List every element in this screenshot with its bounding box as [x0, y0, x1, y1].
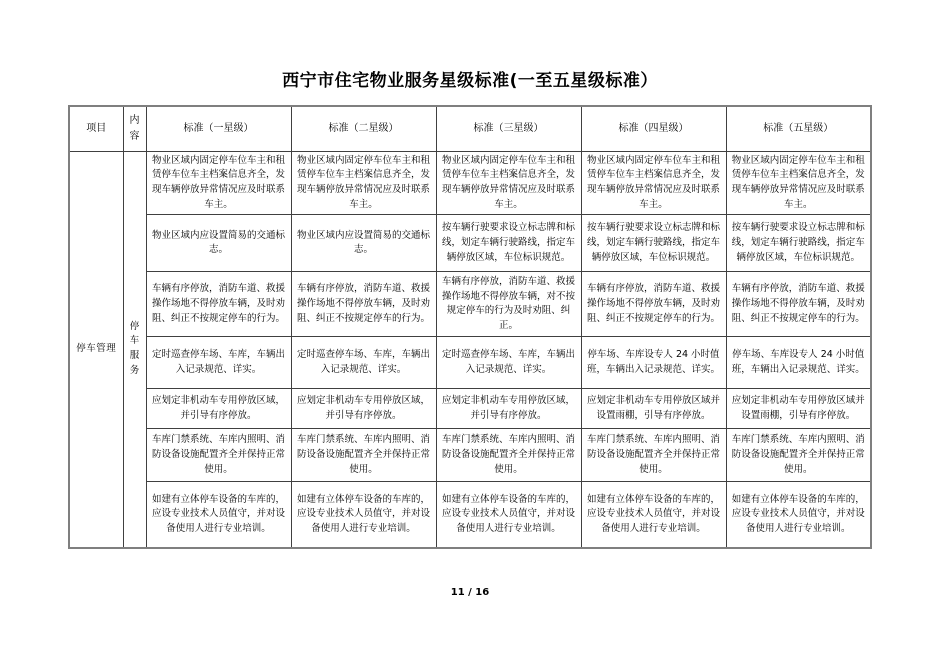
standard-cell: 按车辆行驶要求设立标志牌和标线，划定车辆行驶路线，指定车辆停放区域，车位标识规范。: [581, 215, 726, 272]
standard-cell: 停车场、车库设专人 24 小时值班，车辆出入记录规范、详实。: [726, 337, 871, 389]
standard-cell: 物业区域内固定停车位车主和租赁停车位车主档案信息齐全，发现车辆停放异常情况应及时联系车主。: [581, 151, 726, 215]
standard-cell: 物业区域内固定停车位车主和租赁停车位车主档案信息齐全，发现车辆停放异常情况应及时联系车主。: [726, 151, 871, 215]
standard-cell: 车辆有序停放，消防车道、救援操作场地不得停放车辆，及时劝阻、纠正不按规定停车的行为。: [291, 272, 436, 337]
page-title: 西宁市住宅物业服务星级标准(一至五星级标准）: [282, 71, 658, 91]
standard-cell: 按车辆行驶要求设立标志牌和标线，划定车辆行驶路线，指定车辆停放区域，车位标识规范。: [726, 215, 871, 272]
standard-cell: 如建有立体停车设备的车库的，应设专业技术人员值守，并对设备使用人进行专业培训。: [291, 482, 436, 548]
standard-cell: 定时巡查停车场、车库，车辆出入记录规范、详实。: [436, 337, 581, 389]
standard-cell: 车库门禁系统、车库内照明、消防设备设施配置齐全并保持正常使用。: [146, 429, 291, 482]
standard-cell: 如建有立体停车设备的车库的，应设专业技术人员值守，并对设备使用人进行专业培训。: [581, 482, 726, 548]
standard-cell: 车辆有序停放，消防车道、救援操作场地不得停放车辆，及时劝阻、纠正不按规定停车的行为。: [726, 272, 871, 337]
standard-cell: 车库门禁系统、车库内照明、消防设备设施配置齐全并保持正常使用。: [726, 429, 871, 482]
project-cell: 停车管理: [69, 151, 123, 548]
col-header-star1: 标准（一星级）: [146, 106, 291, 151]
standard-cell: 物业区域内固定停车位车主和租赁停车位车主档案信息齐全，发现车辆停放异常情况应及时联系车主。: [146, 151, 291, 215]
standard-cell: 应划定非机动车专用停放区域，并引导有序停放。: [291, 389, 436, 429]
col-header-star5: 标准（五星级）: [726, 106, 871, 151]
header-row: [69, 106, 871, 151]
standard-cell: 车库门禁系统、车库内照明、消防设备设施配置齐全并保持正常使用。: [581, 429, 726, 482]
standard-cell: 如建有立体停车设备的车库的，应设专业技术人员值守，并对设备使用人进行专业培训。: [436, 482, 581, 548]
table-row: [69, 215, 871, 272]
table-row: [69, 429, 871, 482]
content-cell: 停车服务: [123, 151, 146, 548]
table-row: [69, 389, 871, 429]
page-number: 11 / 16: [450, 586, 490, 598]
standard-cell: 应划定非机动车专用停放区域并设置雨棚，引导有序停放。: [726, 389, 871, 429]
standard-cell: 应划定非机动车专用停放区域并设置雨棚，引导有序停放。: [581, 389, 726, 429]
standards-table: [68, 105, 872, 549]
standard-cell: 车库门禁系统、车库内照明、消防设备设施配置齐全并保持正常使用。: [291, 429, 436, 482]
col-header-star3: 标准（三星级）: [436, 106, 581, 151]
standard-cell: 应划定非机动车专用停放区域，并引导有序停放。: [436, 389, 581, 429]
standard-cell: 如建有立体停车设备的车库的，应设专业技术人员值守，并对设备使用人进行专业培训。: [146, 482, 291, 548]
standard-cell: 物业区域内应设置简易的交通标志。: [146, 215, 291, 272]
standard-cell: 车辆有序停放，消防车道、救援操作场地不得停放车辆，及时劝阻、纠正不按规定停车的行为。: [581, 272, 726, 337]
standard-cell: 物业区域内应设置简易的交通标志。: [291, 215, 436, 272]
standard-cell: 车辆有序停放，消防车道、救援操作场地不得停放车辆，及时劝阻、纠正不按规定停车的行为。: [146, 272, 291, 337]
table-row: [69, 272, 871, 337]
standard-cell: 应划定非机动车专用停放区域，并引导有序停放。: [146, 389, 291, 429]
standard-cell: 定时巡查停车场、车库，车辆出入记录规范、详实。: [146, 337, 291, 389]
table-row: [69, 151, 871, 215]
standard-cell: 车库门禁系统、车库内照明、消防设备设施配置齐全并保持正常使用。: [436, 429, 581, 482]
table-row: [69, 482, 871, 548]
col-header-project: 项目: [69, 106, 123, 151]
standard-cell: 车辆有序停放，消防车道、救援操作场地不得停放车辆，对不按规定停车的行为及时劝阻、纠正。: [436, 272, 581, 337]
table-row: [69, 337, 871, 389]
col-header-star4: 标准（四星级）: [581, 106, 726, 151]
standard-cell: 物业区域内固定停车位车主和租赁停车位车主档案信息齐全，发现车辆停放异常情况应及时联系车主。: [291, 151, 436, 215]
standard-cell: 停车场、车库设专人 24 小时值班，车辆出入记录规范、详实。: [581, 337, 726, 389]
standard-cell: 定时巡查停车场、车库，车辆出入记录规范、详实。: [291, 337, 436, 389]
standard-cell: 物业区域内固定停车位车主和租赁停车位车主档案信息齐全，发现车辆停放异常情况应及时联系车主。: [436, 151, 581, 215]
col-header-content: 内容: [123, 106, 146, 151]
col-header-star2: 标准（二星级）: [291, 106, 436, 151]
standard-cell: 按车辆行驶要求设立标志牌和标线，划定车辆行驶路线，指定车辆停放区域，车位标识规范。: [436, 215, 581, 272]
standard-cell: 如建有立体停车设备的车库的，应设专业技术人员值守，并对设备使用人进行专业培训。: [726, 482, 871, 548]
